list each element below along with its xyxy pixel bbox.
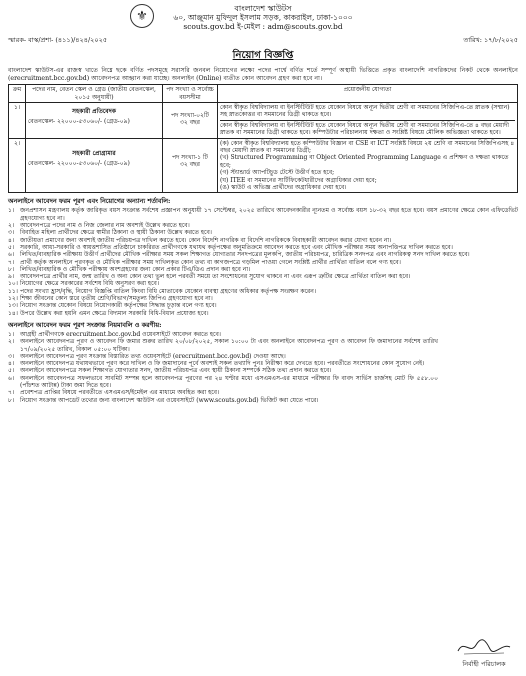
- post-name: সহকারী প্রতিবেদক: [72, 108, 116, 115]
- signature-scribble-icon: [454, 637, 514, 657]
- org-name: বাংলাদেশ স্কাউটস: [234, 4, 292, 13]
- application-rules-list: [8, 331, 518, 404]
- list-item: ৬। অনলাইনে আবেদনপত্র সফলভাবে সাবমিট সম্পন্ন হলে আবেদনপত্র পূরণের পর ২৪ ঘণ্টার মধ্যে এসএমএস-এর মাধ্যমে পরীক্ষার ফি বাবদ সার্ভিস চার্জসহ মোট ফি ৫৫৮.০০ (পাঁচশত আটান্ন) টাকা জমা দিতে হবে।: [8, 374, 438, 389]
- org-contact: scouts.gov.bd ই-মেইল : adm@scouts.gov.bd: [183, 22, 343, 31]
- table-row: [9, 103, 518, 139]
- list-item: ৬। লিখিত/ব্যবহারিক পরীক্ষায় উত্তীর্ণ প্রার্থীদের মৌখিক পরীক্ষার সময় সকল শিক্ষাগত যোগ্যতার সনদপত্রের মূলকপি, জাতীয় পরিচয়পত্র, চারিত্রিক সনদপত্র এবং নাগরিকত্ব সনদ দাখিল করতে হবে।: [8, 251, 470, 259]
- list-item: ৮। নিয়োগ সংক্রান্ত আপডেট তথ্যের জন্য বাংলাদেশ স্কাউটস এর ওয়েবসাইটে (www.scouts.gov.bd) ভিজিট করা যেতে পারে।: [8, 396, 319, 404]
- col-header-post: পদের নাম, বেতন স্কেল ও গ্রেড (জাতীয় বেতনস্কেল, ২০১৫ অনুযায়ী): [26, 85, 163, 103]
- list-item: ১। জনপ্রশাসন মন্ত্রণালয় কর্তৃক জারিকৃত বয়স সংক্রান্ত সর্বশেষ প্রজ্ঞাপন অনুযায়ী ১৭ সেপ্টেম্বর, ২০২৫ তারিখে আবেদনকারীর ন্যূনতম ও সর্বোচ্চ বয়স ১৮-৩২ বছর হতে হবে। বয়স প্রমাণের ক্ষেত্রে কোন এফিডেভিট গ্রহণযোগ্য হবে না।: [8, 207, 518, 222]
- scouts-logo-icon: ⚜: [130, 4, 154, 28]
- col-header-sl: ক্রম: [9, 85, 26, 103]
- row-qualification: [218, 138, 518, 193]
- qualification-item: কোন স্বীকৃত বিশ্ববিদ্যালয় বা ইনস্টিটিউট হতে যেকোন বিষয়ে অন্যূন দ্বিতীয় শ্রেণী বা সমমানের সিজিপিএ-তে স্নাতক (সম্মান) সহ স্নাতকোত্তর বা সমমানের ডিগ্রী থাকতে হবে।: [220, 104, 510, 119]
- org-address: ৬০, আঞ্জুমান মুফিদুল ইসলাম সড়ক, কাকরাইল, ঢাকা-১০০০: [173, 13, 353, 22]
- qualification-item: কোন স্বীকৃত বিশ্ববিদ্যালয় বা ইনস্টিটিউট হতে যেকোন বিষয়ে অন্যূন দ্বিতীয় শ্রেণী বা সমমানের সিজিপিএ-তে ৪ বছর মেয়াদী স্নাতক বা সমমানের ডিগ্রী থাকতে হবে। কম্পিউটার পরিচালনায় দক্ষতা ও সংশ্লিষ্ট বিষয়ে মৌলিক অভিজ্ঞতা থাকতে হবে।: [220, 120, 515, 137]
- signature-block: [454, 637, 514, 670]
- post-count: পদ সংখ্যা-০২টি: [171, 112, 209, 119]
- list-item: ১১। পদের সংখ্যা হ্রাস/বৃদ্ধি, নিয়োগ বিজ্ঞপ্তি বাতিল কিংবা বিধি মোতাবেক যেকোন ব্যবস্থা গ্রহণের অধিকার কর্তৃপক্ষ সংরক্ষণ করেন।: [8, 287, 317, 295]
- posts-table: [8, 84, 518, 193]
- list-item: ১৪। উপরে উল্লেখ করা হয়নি এমন ক্ষেত্রে বিদ্যমান সরকারি বিধি-বিধান প্রযোজ্য হবে।: [8, 309, 209, 317]
- application-rules-heading: অনলাইনে আবেদন ফরম পূরণ সংক্রান্ত নিয়মাবলি ও করণীয়:: [8, 320, 162, 329]
- age-limit: ৩২ বছর: [180, 161, 200, 169]
- list-item: ৮। লিখিত/ব্যবহারিক ও মৌখিক পরীক্ষায় অংশগ্রহণের জন্য কোন প্রকার টিএ/ডিএ প্রদান করা হবে না।: [8, 265, 251, 273]
- col-header-count: পদ সংখ্যা ও সর্বোচ্চ বয়সসীমা: [163, 85, 218, 103]
- letterhead: [8, 4, 518, 31]
- list-item: ৯। আবেদনপত্রে প্রার্থীর নাম, জন্ম তারিখ ও অন্য কোন তথ্য ভুল হলে পরবর্তী সময়ে তা সংশোধনের সুযোগ থাকবে না এবং এরূপ ত্রুটির ক্ষেত্রে প্রার্থিতা বাতিল করা হবে।: [8, 273, 411, 281]
- qualification-item: (গ) স্ট্যান্ডার্ড অ্যাপটিচুড টেস্টে উত্তীর্ণ হতে হবে;: [220, 169, 335, 177]
- row-count: [163, 138, 218, 193]
- list-item: ৫। অনলাইনে আবেদনপত্রে সকল শিক্ষাগত যোগ্যতার সনদ, জাতীয় পরিচয়পত্র এবং স্থায়ী ঠিকানা সম্পর্কে সঠিক তথ্য প্রদান করতে হবে।: [8, 367, 332, 375]
- list-item: ৩। বিবাহিত মহিলা প্রার্থীদের ক্ষেত্রে স্বামীর ঠিকানা ও স্থায়ী ঠিকানা উল্লেখ করতে হবে।: [8, 229, 212, 237]
- list-item: ১০। নিয়োগের ক্ষেত্রে সরকারের সর্বশেষ বিধি অনুসরণ করা হবে।: [8, 280, 159, 288]
- list-item: ১৩। নিয়োগ সংক্রান্ত যেকোন বিষয়ে নিয়োগকারী কর্তৃপক্ষের সিদ্ধান্ত চূড়ান্ত বলে গণ্য হবে।: [8, 302, 217, 310]
- qualification-item: (ঙ) স্কাউট এ অভিজ্ঞ প্রার্থীদের অগ্রাধিকার দেয়া হবে।: [220, 184, 347, 192]
- list-item: ৪। জাতীয়তা প্রমাণের জন্য অবশ্যই জাতীয় পরিচয়পত্র দাখিল করতে হবে। কোন বিদেশি নাগরিক বা বিদেশি নাগরিককে বিবাহকারী আবেদন করার যোগ্য হবেন না।: [8, 236, 392, 244]
- conditions-list: [8, 207, 518, 316]
- post-name: সহকারী প্রোগ্রামার: [72, 149, 116, 157]
- post-count: পদ সংখ্যা-১ টি: [172, 153, 208, 161]
- row-sl: ২।: [9, 138, 26, 193]
- row-qualification: [218, 103, 518, 139]
- qualification-item: (খ) Structured Programming বা Object Oriented Programming Language এ প্রশিক্ষণ ও দক্ষতা থাকতে হবে;: [220, 154, 509, 169]
- list-item: ৭। প্রার্থী কর্তৃক অনলাইনে পূরণকৃত ও মৌখিক পরীক্ষার সময় দাখিলকৃত কোন তথ্য বা কাগজপত্রে গড়মিল পাওয়া গেলে সংশ্লিষ্ট প্রার্থীর প্রার্থিতা বাতিল বলে গণ্য হবে।: [8, 258, 401, 266]
- row-sl: ১।: [9, 103, 26, 139]
- table-row: [9, 138, 518, 193]
- memo-ref: স্মারক- বাস্ক/প্রশা- (৪১১)/৪২৪/২০২৫: [8, 36, 108, 44]
- row-post: [26, 103, 163, 139]
- intro-paragraph: বাংলাদেশ স্কাউটস-এর রাজস্ব খাতে নিম্নে ছকে বর্ণিত পদসমূহে সরাসরি জনবল নিয়োগের লক্ষ্যে পদের পার্শ্বে বর্ণিত শর্তে সম্পূর্ণ অস্থায়ী ভিত্তিতে প্রকৃত বাংলাদেশি নাগরিকদের নিকট থেকে অনলাইনে (erecruitment.bcc.gov.bd) আবেদনপত্র আহ্বান করা যাচ্ছে। অনলাইন (Online) ব্যতীত কোন আবেদন গ্রহণ করা হবে না।: [8, 67, 518, 82]
- memo-line: [8, 35, 518, 46]
- list-item: ৫। সরকারি, আধা-সরকারি ও স্বায়ত্তশাসিত প্রতিষ্ঠানে চাকরিরত প্রার্থীগণকে যথাযথ কর্তৃপক্ষের অনুমতিক্রমে আবেদন করতে হবে এবং মৌখিক পরীক্ষার সময় অনাপত্তিপত্র দাখিল করতে হবে।: [8, 243, 453, 251]
- row-post: [26, 138, 163, 193]
- age-limit: ৩২ বছর: [180, 119, 200, 127]
- qualification-item: (ঘ) ITEE বা সমমানের সার্টিফিকেটধারীদের অগ্রাধিকার দেয়া হবে;: [220, 176, 377, 184]
- col-header-qualification: প্রয়োজনীয় যোগ্যতা: [218, 85, 518, 103]
- qualification-item: (ক) কোন স্বীকৃত বিশ্ববিদ্যালয় হতে কম্পিউটার বিজ্ঞান বা CSE বা ICT সংশ্লিষ্ট বিষয়ে ২য় শ্রেণি বা সমমানের সিজিপিএসহ ৪ বছর মেয়াদী স্নাতক বা সমমানের ডিগ্রী;: [220, 139, 515, 155]
- table-header-row: [9, 85, 518, 103]
- pay-scale: বেতনস্কেল- ২২০০০-৫৩০৬০/- (গ্রেড-০৯): [28, 160, 130, 168]
- list-item: ১। আগ্রহী প্রার্থীগণকে erecruitment.bcc.gov.bd ওয়েবসাইটে আবেদন করতে হবে।: [8, 330, 221, 338]
- list-item: ৭। প্রবেশপত্র প্রাপ্তির বিষয়ে পরবর্তীতে এসএমএস/ইমেইল এর মাধ্যমে অবহিত করা হবে।: [8, 389, 220, 397]
- list-item: ২। আবেদনপত্রে পদের নাম ও নিজ জেলার নাম অবশ্যই উল্লেখ করতে হবে।: [8, 222, 190, 230]
- row-count: [163, 103, 218, 139]
- notice-title: নিয়োগ বিজ্ঞপ্তি: [232, 50, 294, 61]
- memo-date: তারিখ: ১৭/৮/২০২৫: [463, 36, 518, 44]
- list-item: ১২। শিক্ষা জীবনের কোন স্তরে তৃতীয় শ্রেণি/বিভাগ/সমতুল্য জিপিএ গ্রহণযোগ্য হবে না।: [8, 295, 213, 303]
- list-item: ২। অনলাইনে আবেদনপত্র পূরণ ও আবেদন ফি জমার শুরুর তারিখ ২০/০৮/২০২৫, সকাল ১০:০০ টা এবং অনলাইনে আবেদনপত্র পূরণ ও আবেদন ফি জমাদানের সর্বশেষ তারিখ ১৭/০৯/২০২৫ তারিখ, বিকাল ০৫:০০ ঘটিকা।: [8, 338, 438, 353]
- list-item: ৪। অনলাইনে আবেদনপত্র যথাযথভাবে পূরণ করে দাখিল ও ফি জমাদানের পূর্বে অবশ্যই সকল তথ্যাদি পুনঃ নিরীক্ষা করে দেখতে হবে। পরবর্তীতে সংশোধনের কোন সুযোগ নেই।: [8, 360, 425, 368]
- conditions-heading: অনলাইনে আবেদন ফরম পূরণ এবং নিয়োগের অন্যান্য শর্তাবলি:: [8, 197, 171, 206]
- pay-scale: বেতনস্কেল- ২২০০০-৫৩০৬০/- (গ্রেড-০৯): [28, 118, 130, 126]
- list-item: ৩। অনলাইনে আবেদনপত্র পূরণ সংক্রান্ত বিস্তারিত তথ্য ওয়েবসাইটে (erecruitment.bcc.gov.bd) দেওয়া আছে।: [8, 352, 286, 360]
- signatory-designation: নির্বাহী পরিচালক: [462, 660, 506, 668]
